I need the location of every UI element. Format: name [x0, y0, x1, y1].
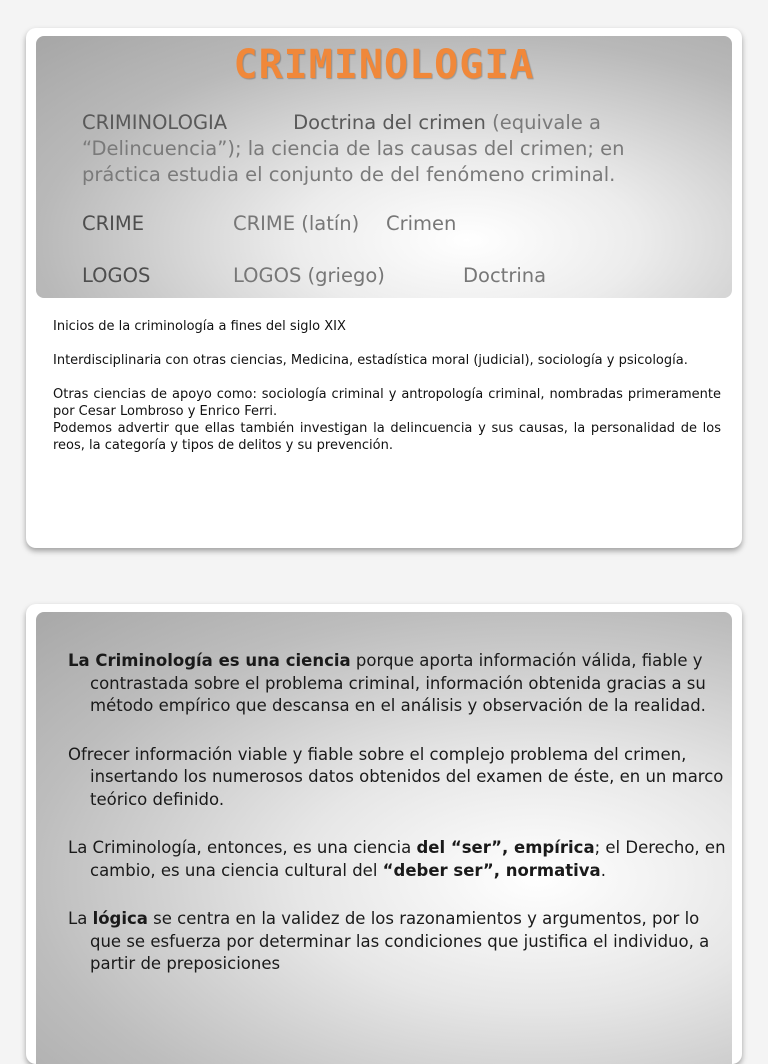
bold-phrase: La Criminología es una ciencia — [68, 651, 351, 670]
note-paragraph: Inicios de la criminología a fines del siglo XIX — [53, 319, 346, 334]
etymology-meaning: Crimen — [386, 212, 457, 235]
bold-phrase: lógica — [92, 909, 148, 928]
body-paragraph — [68, 837, 733, 882]
paragraph-text: se centra en la validez de los razonamientos y argumentos, por lo que se esfuerza por determinar las condiciones que justifica el individuo, a partir de preposiciones — [90, 909, 710, 973]
paragraph-text: ; el Derecho, en cambio, es una ciencia cultural del — [90, 838, 726, 880]
body-paragraph — [68, 908, 733, 976]
paragraph-text: La Criminología, entonces, es una ciencia — [68, 838, 417, 857]
body-paragraph: Ofrecer información viable y fiable sobre el complejo problema del crimen, insertando los numerosos datos obtenidos del examen de éste, en un marco teórico definido. — [68, 744, 724, 809]
definition-text — [82, 110, 662, 188]
etymology-key: CRIME — [82, 212, 145, 235]
slide-2 — [26, 604, 742, 1064]
slide-notes — [53, 318, 721, 454]
definition-rest: (equivale a “Delincuencia”); la ciencia de las causas del crimen; en práctica estudia el conjunto de del fenómeno criminal. — [82, 111, 625, 186]
bold-phrase: “deber ser”, normativa — [382, 860, 601, 880]
paragraph-text: . — [600, 860, 606, 880]
slide-1 — [26, 28, 742, 548]
title-panel — [36, 36, 732, 298]
slide-body — [68, 650, 733, 1002]
note-paragraph: Otras ciencias de apoyo como: sociología criminal y antropología criminal, nombradas primeramente por Cesar Lombroso y Enrico Ferri. — [53, 387, 721, 419]
paragraph-text: La — [68, 909, 93, 928]
definition-lead: Doctrina del crimen — [293, 111, 486, 134]
note-paragraph: Podemos advertir que ellas también investigan la delincuencia y sus causas, la personalidad de los reos, la categoría y tipos de delitos y su prevención. — [53, 421, 721, 453]
definition-term: CRIMINOLOGIA — [82, 111, 228, 134]
body-paragraph — [68, 650, 733, 718]
etymology-meaning: Doctrina — [463, 264, 547, 287]
note-paragraph: Interdisciplinaria con otras ciencias, Medicina, estadística moral (judicial), sociología y psicología. — [53, 353, 688, 368]
etymology-origin: LOGOS (griego) — [233, 264, 385, 287]
paragraph-text: porque aporta información válida, fiable y contrastada sobre el problema criminal, información obtenida gracias a su método empírico que descansa en el análisis y observación de la realidad. — [90, 651, 706, 715]
slide-title: CRIMINOLOGIA — [233, 42, 535, 88]
content-panel — [36, 612, 732, 1064]
etymology-key: LOGOS — [82, 264, 151, 287]
etymology-origin: CRIME (latín) — [233, 212, 360, 235]
bold-phrase: del “ser”, empírica — [416, 838, 595, 857]
